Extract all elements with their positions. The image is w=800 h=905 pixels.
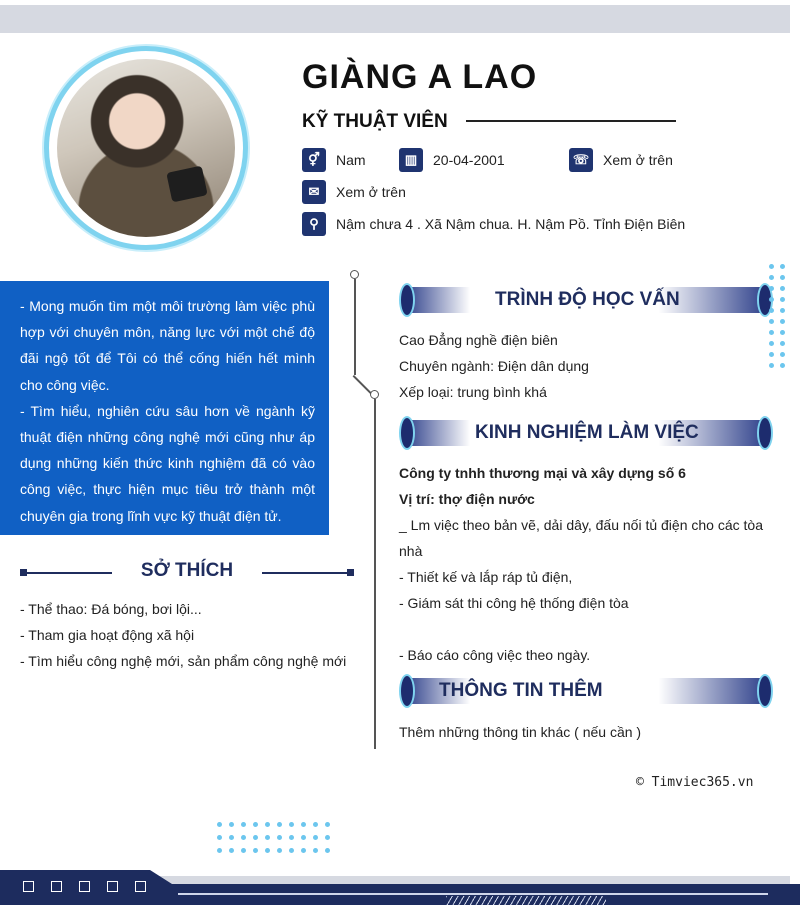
phone-icon: ☏ <box>569 148 593 172</box>
birthday-value: 20-04-2001 <box>433 152 505 168</box>
timeline-dot-top <box>350 270 359 279</box>
hobbies-list <box>20 596 346 674</box>
experience-line: - Báo cáo công việc theo ngày. <box>399 647 591 663</box>
footer-square <box>51 881 62 892</box>
avatar-shirt-badge <box>166 166 207 203</box>
gender-value: Nam <box>336 152 366 168</box>
hobby-item: - Tìm hiểu công nghệ mới, sản phẩm công nghệ mới <box>20 653 347 669</box>
timeline-line-upper <box>354 279 356 375</box>
timeline-dot-middle <box>370 390 379 399</box>
career-objective <box>0 281 329 535</box>
hobby-item: - Thể thao: Đá bóng, bơi lội... <box>20 601 202 617</box>
company-name: Công ty tnhh thương mại và xây dựng số 6 <box>399 465 686 481</box>
education-banner <box>399 283 773 317</box>
phone-row <box>569 148 673 172</box>
experience-banner <box>399 416 773 450</box>
hobbies-line-left <box>24 572 112 574</box>
education-line: Xếp loại: trung bình khá <box>399 384 547 400</box>
top-strip <box>0 5 790 33</box>
avatar <box>57 59 235 237</box>
job-title-divider <box>466 120 676 122</box>
job-title: KỸ THUẬT VIÊN <box>302 111 448 132</box>
hobbies-line-right <box>262 572 350 574</box>
education-title: TRÌNH ĐỘ HỌC VẤN <box>495 289 680 310</box>
decor-dots-right <box>769 264 785 368</box>
experience-line <box>399 616 779 642</box>
decor-dots-bottom <box>217 822 330 853</box>
hobbies-marker-right <box>347 569 354 576</box>
gender-icon: ⚥ <box>302 148 326 172</box>
experience-line: - Giám sát thi công hệ thống điện tòa <box>399 595 629 611</box>
timeline-line-lower <box>374 399 376 749</box>
birthday-row <box>399 148 505 172</box>
additional-title: THÔNG TIN THÊM <box>439 680 603 701</box>
experience-line: _ Lm việc theo bản vẽ, dải dây, đấu nối tủ điện cho các tòa nhà <box>399 517 763 559</box>
cake-icon: ▥ <box>399 148 423 172</box>
education-line: Cao Đẳng nghề điện biên <box>399 332 558 348</box>
experience-title: KINH NGHIỆM LÀM VIỆC <box>475 422 699 443</box>
footer-square <box>23 881 34 892</box>
job-position: Vị trí: thợ điện nước <box>399 491 535 507</box>
experience-line: - Thiết kế và lắp ráp tủ điện, <box>399 569 573 585</box>
objective-text: - Mong muốn tìm một môi trường làm việc phù hợp với chuyên môn, năng lực với một chế độ đãi ngộ tốt để Tôi có thể cống hiến hết mình cho công việc. - Tìm hiểu, nghiên cứu sâu hơn về ngành kỹ thuật điện những công nghệ mới cũng như áp dụng những kiến thức kinh nghiệm đã có vào công việc, thực hiện mục tiêu trở thành một chuyên gia trong lĩnh vực kỹ thuật điện tử. <box>20 298 315 524</box>
footer-hatch <box>446 896 606 905</box>
email-row <box>302 180 406 204</box>
hobbies-title: SỞ THÍCH <box>140 560 234 581</box>
mail-icon: ✉ <box>302 180 326 204</box>
footer-square <box>79 881 90 892</box>
education-content <box>399 327 589 405</box>
footer-square <box>135 881 146 892</box>
additional-text: Thêm những thông tin khác ( nếu cần ) <box>399 724 642 740</box>
avatar-frame <box>44 46 248 250</box>
copyright: © Timviec365.vn <box>636 775 754 790</box>
experience-content <box>399 460 779 668</box>
address-row <box>302 212 685 236</box>
hobby-item: - Tham gia hoạt động xã hội <box>20 627 195 643</box>
education-line: Chuyên ngành: Điện dân dụng <box>399 358 589 374</box>
address-value: Nậm chưa 4 . Xã Nậm chua. H. Nậm Pồ. Tỉnh Điện Biên <box>336 216 686 232</box>
location-pin-icon: ⚲ <box>302 212 326 236</box>
footer-line <box>178 893 768 895</box>
email-value: Xem ở trên <box>336 184 406 200</box>
gender-row <box>302 148 366 172</box>
additional-banner <box>399 674 773 708</box>
timeline-line-diagonal <box>353 375 372 394</box>
footer-square <box>107 881 118 892</box>
candidate-name: GIÀNG A LAO <box>302 58 538 96</box>
phone-value: Xem ở trên <box>603 152 673 168</box>
